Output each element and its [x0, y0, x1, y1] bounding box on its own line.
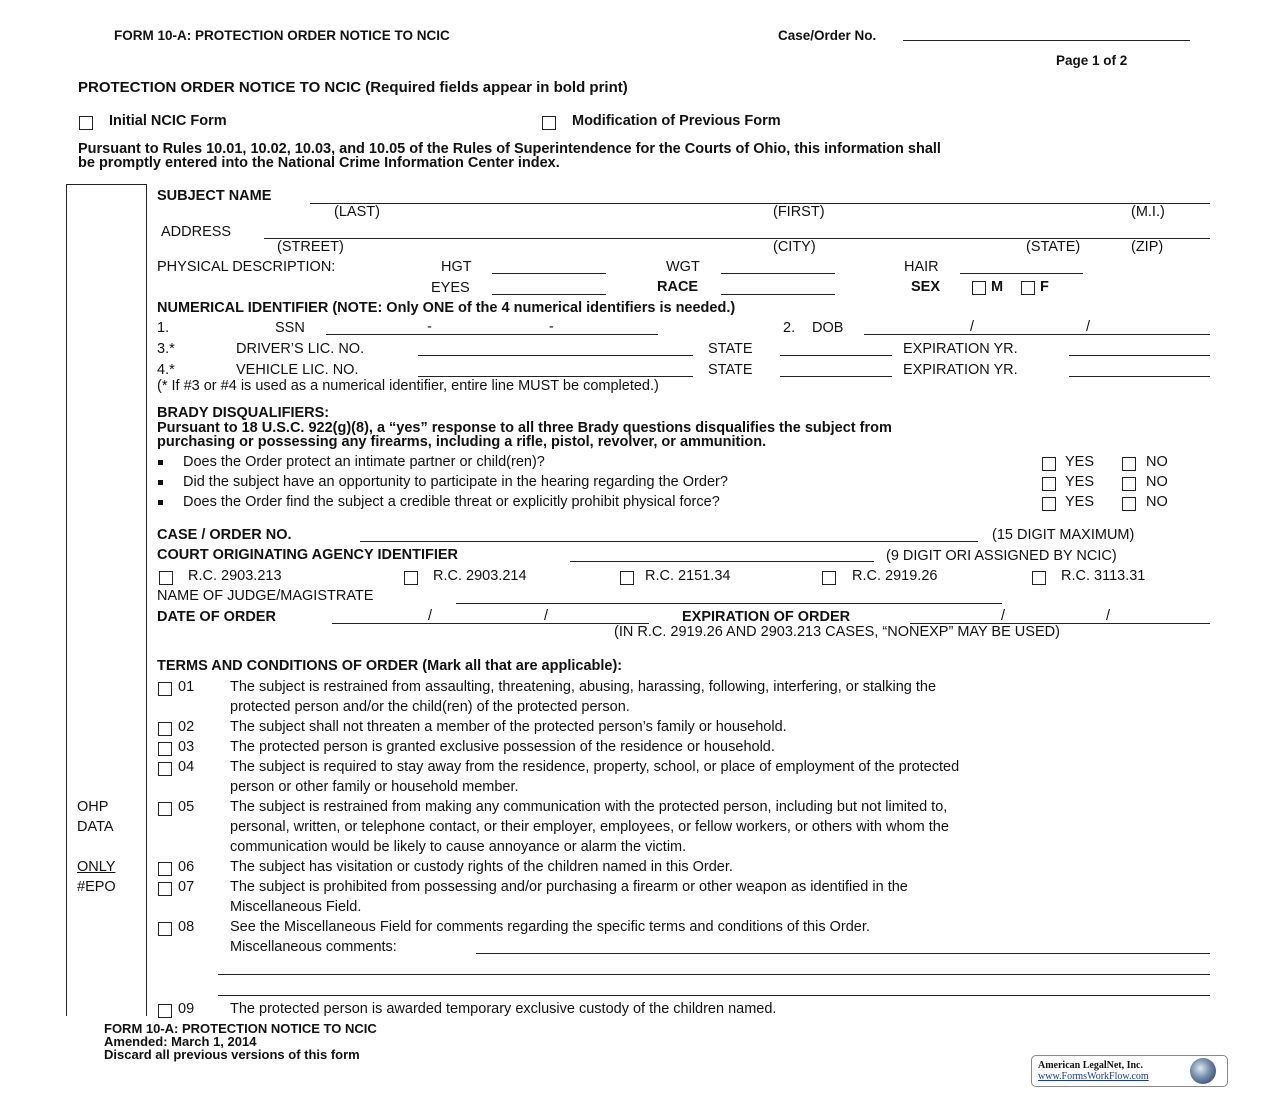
eyes-label: EYES: [431, 280, 470, 296]
num-3: 3.*: [157, 341, 175, 357]
street-label: (STREET): [277, 239, 344, 255]
dob-field[interactable]: [864, 334, 1210, 335]
wgt-label: WGT: [666, 259, 700, 275]
term-09-text: The protected person is awarded temporary exclusive custody of the children named.: [230, 1001, 777, 1017]
vehicle-lic-label: VEHICLE LIC. NO.: [236, 362, 359, 378]
judge-field[interactable]: [456, 603, 1002, 604]
subject-name-label: SUBJECT NAME: [157, 188, 272, 204]
page-title: PROTECTION ORDER NOTICE TO NCIC (Required fields appear in bold print): [78, 79, 628, 96]
date-slash-2: /: [544, 608, 549, 624]
brady-q3-yes-label: YES: [1065, 494, 1095, 510]
term-03-text: The protected person is granted exclusive possession of the residence or household.: [230, 739, 775, 755]
footer-form-name: FORM 10-A: PROTECTION NOTICE TO NCIC: [104, 1021, 377, 1036]
vehicle-state-label: STATE: [708, 362, 753, 378]
initial-ncic-checkbox[interactable]: [79, 116, 93, 130]
misc-comments-field-2[interactable]: [218, 974, 1210, 975]
mi-label: (M.I.): [1131, 204, 1165, 220]
rc-3113-31-checkbox[interactable]: [1032, 571, 1046, 585]
subject-name-field[interactable]: [310, 203, 1210, 204]
bullet: [158, 480, 163, 485]
case-order-label: Case/Order No.: [778, 28, 877, 43]
eyes-field[interactable]: [492, 294, 606, 295]
vehicle-lic-field[interactable]: [418, 376, 693, 377]
pursuant-line-2: be promptly entered into the National Crime Information Center index.: [78, 155, 560, 171]
rc-2903-213-checkbox[interactable]: [159, 571, 173, 585]
judge-label: NAME OF JUDGE/MAGISTRATE: [157, 588, 374, 604]
brady-q1-yes-checkbox[interactable]: [1042, 457, 1056, 471]
term-02-checkbox[interactable]: [158, 722, 172, 736]
american-legalnet-logo[interactable]: [1031, 1055, 1228, 1087]
logo-url[interactable]: www.FormsWorkFlow.com: [1038, 1071, 1149, 1082]
hair-field[interactable]: [960, 273, 1083, 274]
sidebar-epo: #EPO: [77, 879, 116, 895]
term-09-number: 09: [178, 1001, 195, 1017]
pursuant-line-1: Pursuant to Rules 10.01, 10.02, 10.03, and 10.05 of the Rules of Superintendence for the Courts of Ohio, this information shall: [78, 141, 941, 157]
hgt-label: HGT: [441, 259, 472, 275]
term-04-text-2: person or other family or household member.: [230, 779, 519, 795]
drivers-exp-field[interactable]: [1069, 355, 1210, 356]
num-4: 4.*: [157, 362, 175, 378]
numerical-identifier-heading: NUMERICAL IDENTIFIER (NOTE: Only ONE of the 4 numerical identifiers is needed.): [157, 300, 736, 316]
brady-intro-1: Pursuant to 18 U.S.C. 922(g)(8), a “yes” response to all three Brady questions disqualifies the subject from: [157, 420, 892, 436]
modification-checkbox[interactable]: [542, 116, 556, 130]
term-05-number: 05: [178, 799, 195, 815]
dob-slash-1: /: [970, 319, 975, 335]
vehicle-exp-field[interactable]: [1069, 376, 1210, 377]
footer-amended: Amended: March 1, 2014: [104, 1034, 257, 1049]
first-label: (FIRST): [773, 204, 825, 220]
brady-q3-no-label: NO: [1146, 494, 1168, 510]
term-01-number: 01: [178, 679, 195, 695]
term-04-number: 04: [178, 759, 195, 775]
address-label: ADDRESS: [161, 224, 232, 240]
drivers-state-label: STATE: [708, 341, 753, 357]
term-02-text: The subject shall not threaten a member of the protected person’s family or household.: [230, 719, 787, 735]
rc-2903-213-label: R.C. 2903.213: [188, 568, 282, 584]
brady-intro-2: purchasing or possessing any firearms, including a rifle, pistol, revolver, or ammunition.: [157, 434, 767, 450]
term-08-text: See the Miscellaneous Field for comments regarding the specific terms and conditions of this Order.: [230, 919, 870, 935]
brady-heading: BRADY DISQUALIFIERS:: [157, 405, 330, 421]
footer-discard: Discard all previous versions of this form: [104, 1047, 360, 1062]
term-01-checkbox[interactable]: [158, 682, 172, 696]
term-05-text-2: personal, written, or telephone contact, or their employer, employees, or fellow workers, or others with whom the: [230, 819, 949, 835]
state-label: (STATE): [1026, 239, 1081, 255]
bullet: [158, 500, 163, 505]
term-06-checkbox[interactable]: [158, 862, 172, 876]
physical-description-label: PHYSICAL DESCRIPTION:: [157, 259, 336, 275]
term-08-checkbox[interactable]: [158, 922, 172, 936]
brady-q3-yes-checkbox[interactable]: [1042, 497, 1056, 511]
sidebar-top-border: [66, 184, 146, 185]
race-label: RACE: [657, 279, 699, 295]
sidebar-ohp: OHP: [77, 799, 109, 815]
date-slash-1: /: [428, 608, 433, 624]
wgt-field[interactable]: [721, 273, 835, 274]
brady-q3-no-checkbox[interactable]: [1122, 497, 1136, 511]
ssn-dash-2: -: [549, 319, 554, 335]
sidebar-only: ONLY: [77, 859, 116, 875]
brady-q1: Does the Order protect an intimate partner or child(ren)?: [183, 454, 545, 470]
initial-ncic-label: Initial NCIC Form: [109, 113, 227, 129]
vehicle-state-field[interactable]: [780, 376, 892, 377]
case-order-no-field[interactable]: [360, 541, 978, 542]
rc-2151-34-label: R.C. 2151.34: [645, 568, 731, 584]
misc-comments-label: Miscellaneous comments:: [230, 939, 397, 955]
page-number: Page 1 of 2: [1056, 53, 1128, 68]
brady-q3: Does the Order find the subject a credible threat or explicitly prohibit physical force?: [183, 494, 720, 510]
brady-q2-yes-label: YES: [1065, 474, 1095, 490]
drivers-lic-field[interactable]: [418, 355, 693, 356]
term-07-text-1: The subject is prohibited from possessing and/or purchasing a firearm or other weapon as identified in the: [230, 879, 908, 895]
brady-q2-no-label: NO: [1146, 474, 1168, 490]
term-04-checkbox[interactable]: [158, 762, 172, 776]
term-07-text-2: Miscellaneous Field.: [230, 899, 362, 915]
sex-label: SEX: [911, 279, 941, 295]
hair-label: HAIR: [904, 259, 939, 275]
num-1: 1.: [157, 320, 170, 336]
misc-comments-field-1[interactable]: [476, 953, 1210, 954]
brady-q1-no-label: NO: [1146, 454, 1168, 470]
agency-identifier-note: (9 DIGIT ORI ASSIGNED BY NCIC): [886, 548, 1117, 564]
brady-q1-yes-label: YES: [1065, 454, 1095, 470]
date-of-order-field[interactable]: [332, 623, 649, 624]
term-06-number: 06: [178, 859, 195, 875]
logo-company: American LegalNet, Inc.: [1038, 1060, 1143, 1071]
brady-q2: Did the subject have an opportunity to participate in the hearing regarding the Order?: [183, 474, 728, 490]
sex-f-checkbox[interactable]: [1021, 281, 1035, 295]
dob-slash-2: /: [1086, 319, 1091, 335]
sidebar-data: DATA: [77, 819, 114, 835]
brady-q1-no-checkbox[interactable]: [1122, 457, 1136, 471]
rc-2919-26-label: R.C. 2919.26: [852, 568, 938, 584]
term-04-text-1: The subject is required to stay away from the residence, property, school, or place of employment of the protected: [230, 759, 960, 775]
brady-q2-no-checkbox[interactable]: [1122, 477, 1136, 491]
terms-heading: TERMS AND CONDITIONS OF ORDER (Mark all that are applicable):: [157, 658, 623, 674]
term-05-text-1: The subject is restrained from making any communication with the protected person, including but not limited to,: [230, 799, 948, 815]
term-05-text-3: communication would be likely to cause annoyance or alarm the victim.: [230, 839, 687, 855]
ssn-field[interactable]: [326, 334, 658, 335]
drivers-state-field[interactable]: [780, 355, 892, 356]
term-03-checkbox[interactable]: [158, 742, 172, 756]
case-order-field[interactable]: [903, 40, 1190, 41]
term-01-text-2: protected person and/or the child(ren) of the protected person.: [230, 699, 630, 715]
zip-label: (ZIP): [1131, 239, 1164, 255]
term-08-number: 08: [178, 919, 195, 935]
modification-label: Modification of Previous Form: [572, 113, 781, 129]
rc-3113-31-label: R.C. 3113.31: [1061, 568, 1146, 584]
dob-label: DOB: [812, 320, 844, 336]
drivers-exp-label: EXPIRATION YR.: [903, 341, 1018, 357]
form-title: FORM 10-A: PROTECTION ORDER NOTICE TO NCIC: [114, 28, 450, 43]
globe-icon: [1190, 1058, 1216, 1084]
vehicle-exp-label: EXPIRATION YR.: [903, 362, 1018, 378]
exp-slash-1: /: [1001, 608, 1006, 624]
term-09-checkbox[interactable]: [158, 1004, 172, 1018]
last-label: (LAST): [334, 204, 380, 220]
expiration-of-order-label: EXPIRATION OF ORDER: [682, 609, 851, 625]
drivers-lic-label: DRIVER’S LIC. NO.: [236, 341, 365, 357]
ssn-dash-1: -: [427, 319, 432, 335]
term-07-number: 07: [178, 879, 195, 895]
term-01-text-1: The subject is restrained from assaulting, threatening, abusing, harassing, following, interfering, or stalking the: [230, 679, 937, 695]
sex-m-label: M: [991, 279, 1004, 295]
brady-q2-yes-checkbox[interactable]: [1042, 477, 1056, 491]
city-label: (CITY): [773, 239, 816, 255]
rc-2919-26-checkbox[interactable]: [822, 571, 836, 585]
bullet: [158, 460, 163, 465]
ssn-label: SSN: [275, 320, 305, 336]
term-06-text: The subject has visitation or custody rights of the children named in this Order.: [230, 859, 733, 875]
sidebar-left-border: [66, 184, 67, 1016]
case-order-no-note: (15 DIGIT MAXIMUM): [992, 527, 1135, 543]
sidebar-right-border: [146, 184, 147, 1016]
sex-m-checkbox[interactable]: [972, 281, 986, 295]
term-03-number: 03: [178, 739, 195, 755]
case-order-no-label: CASE / ORDER NO.: [157, 527, 292, 543]
term-02-number: 02: [178, 719, 195, 735]
numerical-note: (* If #3 or #4 is used as a numerical identifier, entire line MUST be completed.): [157, 378, 659, 394]
term-05-checkbox[interactable]: [158, 802, 172, 816]
term-07-checkbox[interactable]: [158, 882, 172, 896]
agency-identifier-label: COURT ORIGINATING AGENCY IDENTIFIER: [157, 547, 459, 563]
rc-2903-214-label: R.C. 2903.214: [433, 568, 527, 584]
hgt-field[interactable]: [492, 273, 606, 274]
date-of-order-label: DATE OF ORDER: [157, 609, 276, 625]
agency-identifier-field[interactable]: [570, 561, 874, 562]
num-2: 2.: [783, 320, 796, 336]
misc-comments-field-3[interactable]: [218, 995, 1210, 996]
expiration-note: (IN R.C. 2919.26 AND 2903.213 CASES, “NONEXP” MAY BE USED): [614, 624, 1060, 640]
sex-f-label: F: [1040, 279, 1049, 295]
rc-2151-34-checkbox[interactable]: [620, 571, 634, 585]
rc-2903-214-checkbox[interactable]: [404, 571, 418, 585]
exp-slash-2: /: [1106, 608, 1111, 624]
race-field[interactable]: [721, 294, 835, 295]
